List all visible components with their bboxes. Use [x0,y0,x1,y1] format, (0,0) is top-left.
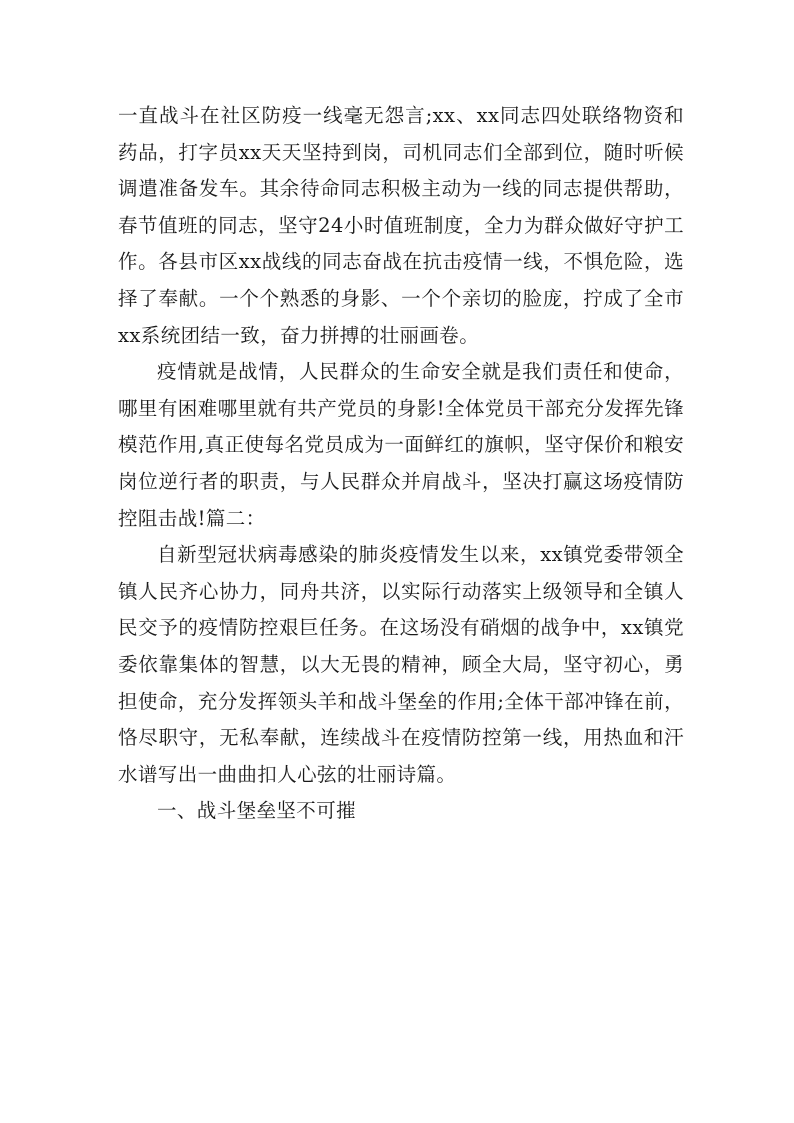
section-heading: 一、战斗堡垒坚不可摧 [157,799,357,823]
paragraph-2: 疫情就是战情，人民群众的生命安全就是我们责任和使命，哪里有困难哪里就有共产党员的身影!全体党员干部充分发挥先锋模范作用,真正使每名党员成为一面鲜红的旗帜，坚守保价和粮安岗位逆行者的职责，与人民群众并肩战斗，坚决打赢这场疫情防控阻击战!篇二： [118,360,684,530]
paragraph-1: 一直战斗在社区防疫一线毫无怨言;xx、xx同志四处联络物资和药品，打字员xx天天坚持到岗，司机同志们全部到位，随时听候调遣准备发车。其余待命同志积极主动为一线的同志提供帮助，春节值班的同志，坚守24小时值班制度，全力为群众做好守护工作。各县市区xx战线的同志奋战在抗击疫情一线，不惧危险，选择了奉献。一个个熟悉的身影、一个个亲切的脸庞，拧成了全市xx系统团结一致，奋力拼搏的壮丽画卷。 [118,104,684,347]
paragraph-3: 自新型冠状病毒感染的肺炎疫情发生以来，xx镇党委带领全镇人民齐心协力，同舟共济，以实际行动落实上级领导和全镇人民交予的疫情防控艰巨任务。在这场没有硝烟的战争中，xx镇党委依靠集体的智慧，以大无畏的精神，顾全大局，坚守初心，勇担使命，充分发挥领头羊和战斗堡垒的作用;全体干部冲锋在前，恪尽职守，无私奉献，连续战斗在疫情防控第一线，用热血和汗水谱写出一曲曲扣人心弦的壮丽诗篇。 [118,543,684,786]
document-body [118,98,684,830]
